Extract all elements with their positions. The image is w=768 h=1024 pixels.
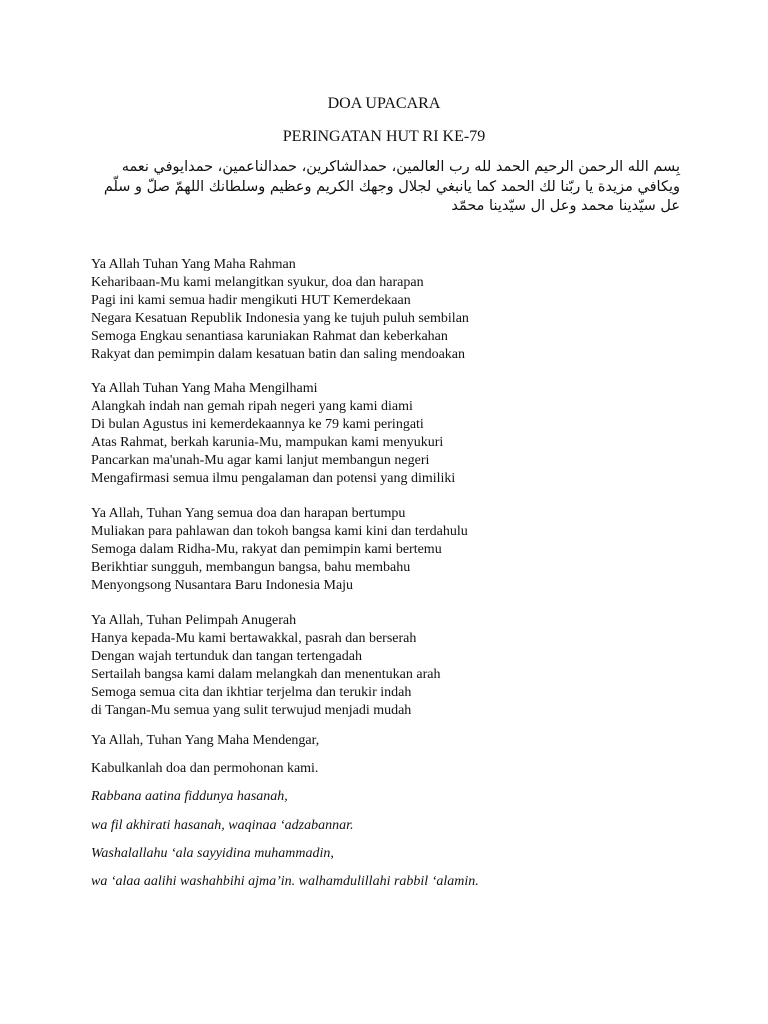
arabic-line: عل سيّدينا محمد وعل ال سيّدينا محمّد bbox=[451, 198, 680, 214]
stanza-line: Atas Rahmat, berkah karunia-Mu, mampukan kami menyukuri bbox=[91, 434, 444, 450]
stanza-line: Semoga semua cita dan ikhtiar terjelma dan terukir indah bbox=[91, 684, 412, 700]
stanza-line: Pancarkan ma'unah-Mu agar kami lanjut membangun negeri bbox=[91, 452, 430, 468]
closing-line: Ya Allah, Tuhan Yang Maha Mendengar, bbox=[91, 733, 320, 748]
stanza-4 bbox=[91, 612, 440, 719]
stanza-line: Rakyat dan pemimpin dalam kesatuan batin dan saling mendoakan bbox=[91, 346, 466, 362]
stanza-line: Alangkah indah nan gemah ripah negeri yang kami diami bbox=[91, 398, 413, 414]
stanza-line: Ya Allah Tuhan Yang Maha Rahman bbox=[91, 257, 296, 272]
stanza-line: Hanya kepada-Mu kami bertawakkal, pasrah dan berserah bbox=[91, 630, 417, 646]
stanza-line: Berikhtiar sungguh, membangun bangsa, bahu membahu bbox=[91, 559, 411, 575]
closing-prayer-line: Washalallahu ‘ala sayyidina muhammadin, bbox=[91, 846, 334, 861]
arabic-line: ويكافي مزيدة يا ربّنا لك الحمد كما يانبغي لجلال وجهك الكريم وعظيم وسلطانك اللهمّ صلّ و سلّم bbox=[103, 178, 680, 195]
stanza-2 bbox=[91, 380, 455, 487]
stanza-line: Negara Kesatuan Republik Indonesia yang ke tujuh puluh sembilan bbox=[91, 310, 469, 326]
stanza-line: Ya Allah Tuhan Yang Maha Mengilhami bbox=[91, 381, 318, 396]
stanza-line: Keharibaan-Mu kami melangitkan syukur, doa dan harapan bbox=[91, 274, 424, 290]
stanza-line: Di bulan Agustus ini kemerdekaannya ke 79 kami peringati bbox=[91, 416, 424, 432]
document-subtitle: PERINGATAN HUT RI KE-79 bbox=[282, 128, 486, 145]
stanza-line: Semoga Engkau senantiasa karuniakan Rahmat dan keberkahan bbox=[91, 328, 448, 344]
stanza-line: Menyongsong Nusantara Baru Indonesia Maju bbox=[91, 577, 354, 593]
arabic-opening-prayer bbox=[88, 158, 680, 217]
stanza-line: Ya Allah, Tuhan Pelimpah Anugerah bbox=[91, 613, 297, 628]
document-title: DOA UPACARA bbox=[327, 95, 441, 112]
stanza-line: Sertailah bangsa kami dalam melangkah dan menentukan arah bbox=[91, 666, 441, 682]
closing-prayer-line: Rabbana aatina fiddunya hasanah, bbox=[91, 789, 288, 804]
stanza-line: Muliakan para pahlawan dan tokoh bangsa kami kini dan terdahulu bbox=[91, 523, 468, 539]
stanza-line: Ya Allah, Tuhan Yang semua doa dan harapan bertumpu bbox=[91, 506, 406, 521]
closing-line: Kabulkanlah doa dan permohonan kami. bbox=[91, 761, 319, 776]
stanza-line: Semoga dalam Ridha-Mu, rakyat dan pemimpin kami bertemu bbox=[91, 541, 442, 557]
stanza-line: di Tangan-Mu semua yang sulit terwujud menjadi mudah bbox=[91, 702, 412, 718]
closing-prayer-line: wa ‘alaa aalihi washahbihi ajma’in. walhamdulillahi rabbil ‘alamin. bbox=[91, 874, 479, 889]
stanza-1 bbox=[91, 256, 469, 363]
closing-prayer-line: wa fil akhirati hasanah, waqinaa ‘adzabannar. bbox=[91, 818, 354, 833]
stanza-line: Mengafirmasi semua ilmu pengalaman dan potensi yang dimiliki bbox=[91, 470, 456, 486]
stanza-line: Pagi ini kami semua hadir mengikuti HUT Kemerdekaan bbox=[91, 292, 411, 308]
arabic-line: بِسم الله الرحمن الرحيم الحمد لله رب العالمين، حمدالشاكرين، حمدالناعمين، حمدايوفي نعمه bbox=[121, 159, 680, 175]
stanza-line: Dengan wajah tertunduk dan tangan tertengadah bbox=[91, 648, 362, 664]
stanza-3 bbox=[91, 505, 468, 595]
